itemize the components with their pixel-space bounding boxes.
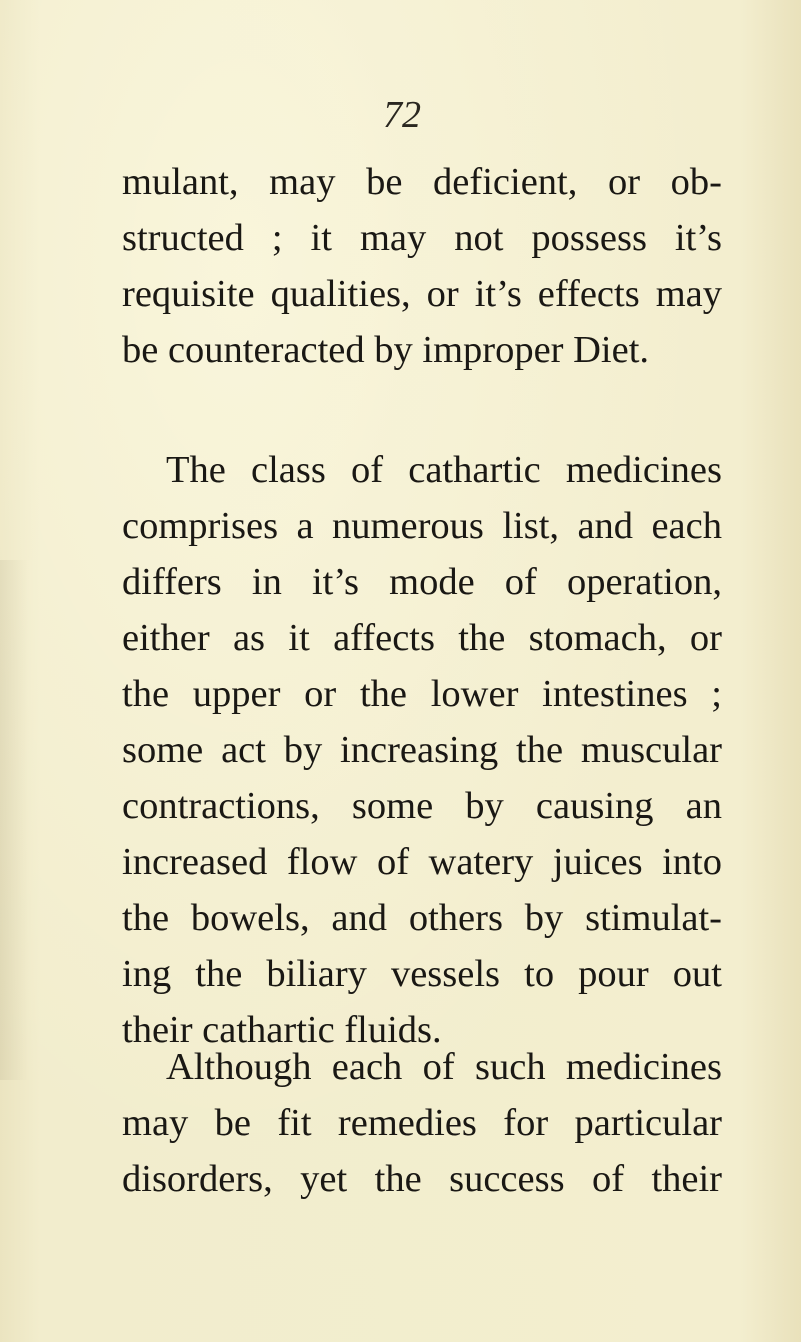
text-line: Although each of such medicines bbox=[166, 1046, 722, 1088]
text-line: The class of cathartic medicines bbox=[166, 449, 722, 491]
text-line: contractions, some by causing an bbox=[122, 785, 722, 827]
text-line: ing the biliary vessels to pour out bbox=[122, 953, 722, 995]
paragraph-1 bbox=[122, 154, 722, 378]
text-line: be counteracted by improper Diet. bbox=[122, 329, 650, 371]
text-line: increased flow of watery juices into bbox=[122, 841, 722, 883]
text-line: either as it affects the stomach, or bbox=[122, 617, 722, 659]
page-number: 72 bbox=[383, 94, 421, 136]
text-line: comprises a numerous list, and each bbox=[122, 505, 722, 547]
text-line: some act by increasing the muscular bbox=[122, 729, 722, 771]
text-line: their cathartic fluids. bbox=[122, 1009, 442, 1051]
text-line: the upper or the lower intestines ; bbox=[122, 673, 722, 715]
text-line: requisite qualities, or it’s effects may bbox=[122, 273, 722, 315]
page-gutter-shadow bbox=[0, 560, 28, 1080]
text-line: may be fit remedies for particular bbox=[122, 1102, 722, 1144]
text-line: disorders, yet the success of their bbox=[122, 1158, 722, 1200]
paragraph-3 bbox=[122, 1039, 722, 1207]
text-line: structed ; it may not possess it’s bbox=[122, 217, 722, 259]
text-line: differs in it’s mode of operation, bbox=[122, 561, 722, 603]
paragraph-2 bbox=[122, 442, 722, 1058]
text-line: mulant, may be deficient, or ob- bbox=[122, 161, 722, 203]
text-line: the bowels, and others by stimulat- bbox=[122, 897, 722, 939]
